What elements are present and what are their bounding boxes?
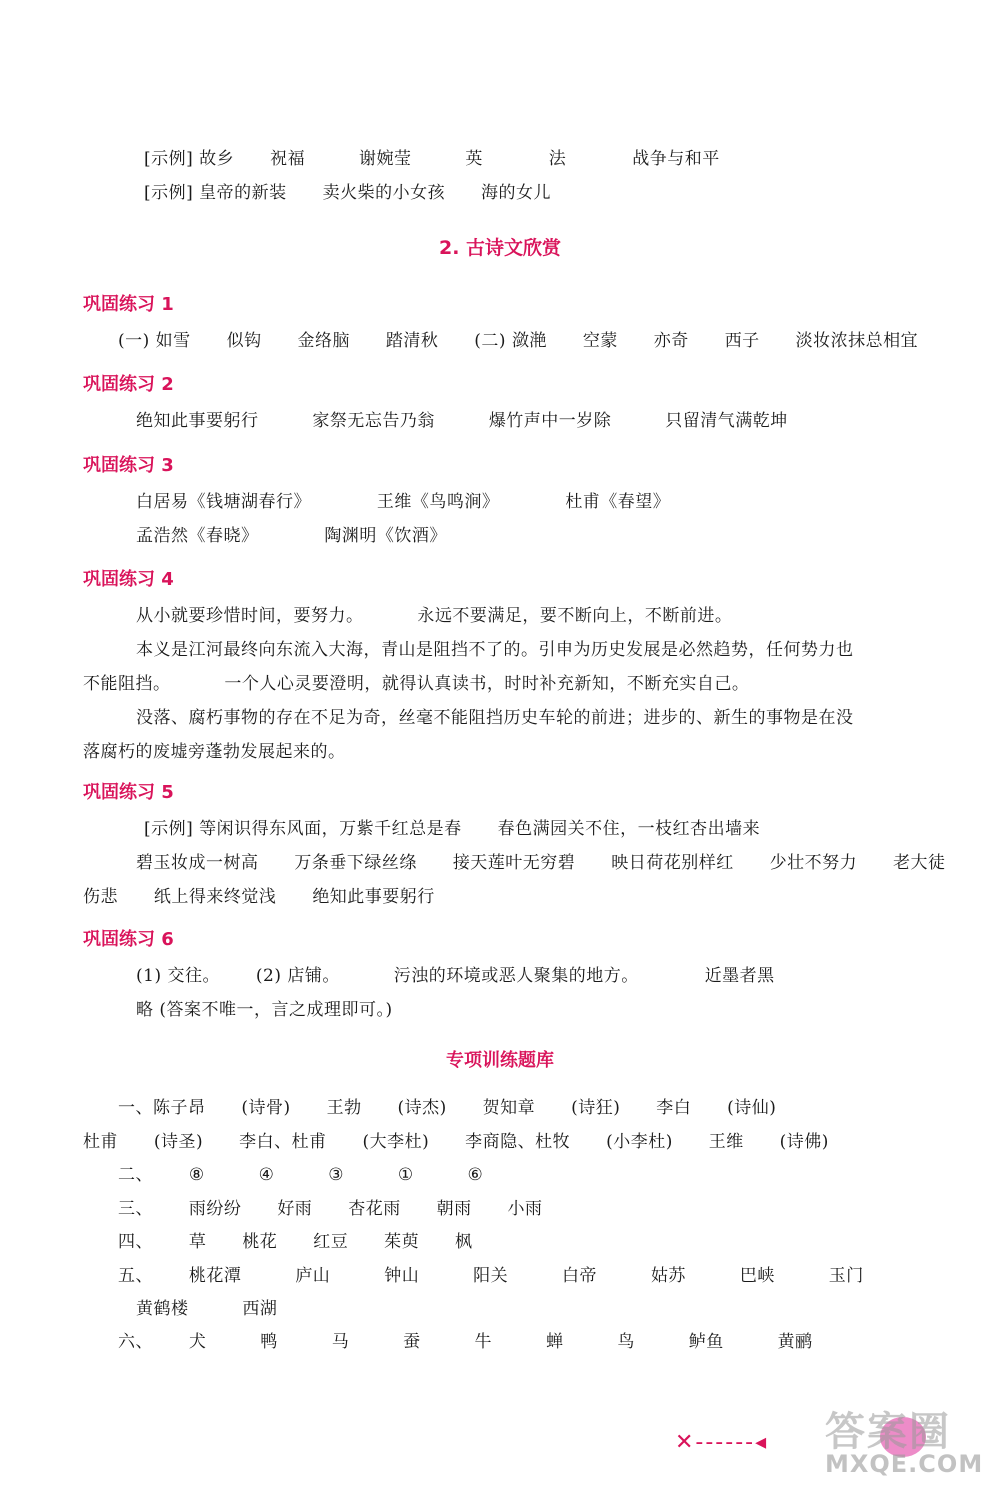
exercise-heading-4: 巩固练习 4 bbox=[83, 569, 174, 590]
text-cell: 碧玉妆成一树高 bbox=[136, 853, 259, 873]
text-cell: 五、 bbox=[118, 1266, 153, 1286]
text-cell: 黄鹂 bbox=[777, 1332, 813, 1352]
text-cell: (诗圣) bbox=[153, 1132, 204, 1152]
text-cell: 白居易《钱塘湖春行》 bbox=[136, 492, 311, 512]
exercise-heading-2: 巩固练习 2 bbox=[83, 374, 174, 395]
text-cell: 映日荷花别样红 bbox=[611, 853, 734, 873]
text-cell: 阳关 bbox=[473, 1266, 509, 1286]
text-cell: 枫 bbox=[455, 1232, 473, 1252]
text-cell: 孟浩然《春晓》 bbox=[136, 526, 259, 546]
text-cell: 玉门 bbox=[828, 1266, 864, 1286]
text-cell: (小李杜) bbox=[606, 1132, 673, 1152]
bank-row-1 bbox=[118, 1097, 776, 1119]
text-cell: 鸟 bbox=[617, 1332, 635, 1352]
text-cell: 鸭 bbox=[260, 1332, 278, 1352]
text-cell: [示例] 皇帝的新装 bbox=[144, 183, 287, 203]
text-cell: 似钩 bbox=[226, 331, 262, 351]
text-cell: 草 bbox=[188, 1232, 207, 1252]
text-cell: 少壮不努力 bbox=[769, 853, 858, 873]
text-cell: 家祭无忘告乃翁 bbox=[312, 411, 435, 431]
text-cell: 踏清秋 bbox=[385, 331, 439, 351]
text-cell: 亦奇 bbox=[653, 331, 689, 351]
exercise-heading-3: 巩固练习 3 bbox=[83, 455, 174, 476]
text-cell: (诗狂) bbox=[571, 1098, 621, 1118]
text-cell: 海的女儿 bbox=[480, 183, 551, 203]
text-cell: 杜甫《春望》 bbox=[565, 492, 671, 512]
bank-row-8 bbox=[118, 1331, 813, 1353]
text-cell: 杏花雨 bbox=[348, 1199, 401, 1219]
watermark-logo: 答案圈 bbox=[825, 1409, 951, 1455]
text-cell: 李白、杜甫 bbox=[239, 1132, 327, 1152]
section-title: 2. 古诗文欣赏 bbox=[438, 237, 562, 259]
text-cell: 牛 bbox=[474, 1332, 493, 1352]
text-cell: 一个人心灵要澄明，就得认真读书，时时补充新知，不断充实自己。 bbox=[224, 674, 750, 694]
text-cell: 桃花 bbox=[242, 1232, 278, 1252]
exercise-4-line-5: 落腐朽的废墟旁蓬勃发展起来的。 bbox=[83, 742, 346, 762]
example-line-1 bbox=[144, 148, 720, 170]
bank-row-3 bbox=[118, 1164, 483, 1186]
text-cell: ③ bbox=[328, 1165, 344, 1185]
text-cell: 战争与和平 bbox=[632, 149, 720, 169]
text-cell: (1) 交往。 bbox=[136, 966, 220, 986]
exercise-heading-6: 巩固练习 6 bbox=[83, 929, 174, 950]
text-cell: [示例] 等闲识得东风面，万紫千红总是春 bbox=[144, 819, 462, 839]
text-cell: 庐山 bbox=[295, 1266, 331, 1286]
text-cell: 朝雨 bbox=[436, 1199, 472, 1219]
text-cell: (诗佛) bbox=[779, 1132, 829, 1152]
text-cell: ① bbox=[397, 1165, 414, 1185]
text-cell: 谢婉莹 bbox=[358, 149, 412, 169]
text-cell: 四、 bbox=[118, 1232, 153, 1252]
page-decoration-icon: ✕------◂ bbox=[675, 1430, 769, 1455]
text-cell: 李白 bbox=[656, 1098, 692, 1118]
text-cell: 好雨 bbox=[277, 1199, 313, 1219]
text-cell: 茱萸 bbox=[384, 1232, 420, 1252]
text-cell: 老大徒 bbox=[893, 853, 946, 873]
text-cell: 蚕 bbox=[403, 1332, 421, 1352]
text-cell: 西湖 bbox=[242, 1299, 278, 1319]
text-cell: 只留清气满乾坤 bbox=[665, 411, 788, 431]
text-cell: 卖火柴的小女孩 bbox=[322, 183, 446, 203]
watermark-url: MXQE.COM bbox=[825, 1450, 984, 1478]
watermark bbox=[675, 1392, 995, 1482]
text-cell: 小雨 bbox=[507, 1199, 543, 1219]
text-cell: ⑥ bbox=[467, 1165, 484, 1185]
text-cell: 雨纷纷 bbox=[188, 1199, 242, 1219]
text-cell: 接天莲叶无穷碧 bbox=[452, 853, 576, 873]
section-title: 专项训练题库 bbox=[446, 1050, 554, 1071]
exercise-heading-5: 巩固练习 5 bbox=[83, 782, 174, 803]
text-cell: 春色满园关不住，一枝红杏出墙来 bbox=[497, 819, 761, 839]
text-cell: (大李杜) bbox=[362, 1132, 430, 1152]
text-cell: 三、 bbox=[118, 1199, 153, 1219]
text-cell: 英 bbox=[465, 149, 483, 169]
text-cell: 永远不要满足，要不断向上，不断前进。 bbox=[417, 606, 733, 626]
text-cell: 二、 bbox=[118, 1165, 153, 1185]
text-cell: (诗杰) bbox=[397, 1098, 447, 1118]
exercise-5-line-2 bbox=[136, 852, 946, 874]
text-cell: 杜甫 bbox=[83, 1132, 118, 1152]
exercise-3-line-1 bbox=[136, 491, 670, 513]
text-cell: 万条垂下绿丝绦 bbox=[294, 853, 417, 873]
text-cell: 伤悲 bbox=[83, 887, 118, 907]
text-cell: 近墨者黑 bbox=[704, 966, 775, 986]
text-cell: 王维 bbox=[708, 1132, 744, 1152]
text-cell: (诗骨) bbox=[241, 1098, 291, 1118]
exercise-6-line-1 bbox=[136, 965, 775, 987]
text-cell: 一、陈子昂 bbox=[118, 1098, 206, 1118]
text-cell: (一) 如雪 bbox=[118, 331, 191, 351]
text-cell: 犬 bbox=[188, 1332, 207, 1352]
text-cell: 黄鹤楼 bbox=[136, 1299, 189, 1319]
exercise-heading-1: 巩固练习 1 bbox=[83, 294, 174, 315]
text-cell: 桃花潭 bbox=[188, 1266, 242, 1286]
text-cell: 贺知章 bbox=[482, 1098, 536, 1118]
text-cell: 钟山 bbox=[384, 1266, 420, 1286]
exercise-2-line bbox=[136, 410, 788, 432]
exercise-4-line-2: 本义是江河最终向东流入大海，青山是阻挡不了的。引申为历史发展是必然趋势，任何势力也 bbox=[136, 640, 854, 660]
exercise-3-line-2 bbox=[136, 525, 447, 547]
bank-row-7 bbox=[136, 1298, 277, 1320]
bank-row-4 bbox=[118, 1198, 543, 1220]
text-cell: 金络脑 bbox=[297, 331, 350, 351]
exercise-4-line-1 bbox=[136, 605, 732, 627]
exercise-4-line-4: 没落、腐朽事物的存在不足为奇，丝毫不能阻挡历史车轮的前进；进步的、新生的事物是在没 bbox=[136, 708, 854, 728]
exercise-6-line-2: 略 (答案不唯一，言之成理即可。) bbox=[136, 1000, 393, 1020]
text-cell: 爆竹声中一岁除 bbox=[488, 411, 612, 431]
text-cell: (2) 店铺。 bbox=[255, 966, 340, 986]
text-cell: 蝉 bbox=[545, 1332, 564, 1352]
example-line-2 bbox=[144, 182, 551, 204]
text-cell: 姑苏 bbox=[650, 1266, 686, 1286]
text-cell: ⑧ bbox=[188, 1165, 205, 1185]
text-cell: 陶渊明《饮酒》 bbox=[324, 526, 447, 546]
text-cell: 不能阻挡。 bbox=[83, 674, 171, 694]
exercise-5-line-1 bbox=[144, 818, 760, 840]
text-cell: 污浊的环境或恶人聚集的地方。 bbox=[393, 966, 639, 986]
text-cell: 纸上得来终觉浅 bbox=[153, 887, 277, 907]
text-cell: 马 bbox=[331, 1332, 350, 1352]
bank-row-5 bbox=[118, 1231, 473, 1253]
text-cell: 祝福 bbox=[270, 149, 306, 169]
text-cell: (二) 潋滟 bbox=[474, 331, 547, 351]
text-cell: 西子 bbox=[724, 331, 760, 351]
text-cell: 李商隐、杜牧 bbox=[465, 1132, 571, 1152]
text-cell: 六、 bbox=[118, 1332, 153, 1352]
text-cell: 从小就要珍惜时间，要努力。 bbox=[136, 606, 364, 626]
text-cell: 绝知此事要躬行 bbox=[136, 411, 259, 431]
text-cell: 绝知此事要躬行 bbox=[312, 887, 435, 907]
text-cell: 巴峡 bbox=[739, 1266, 775, 1286]
bank-row-2 bbox=[83, 1131, 829, 1153]
text-cell: 王勃 bbox=[326, 1098, 362, 1118]
text-cell: (诗仙) bbox=[727, 1098, 777, 1118]
text-cell: 空蒙 bbox=[582, 331, 618, 351]
text-cell: 淡妆浓抹总相宜 bbox=[795, 331, 919, 351]
exercise-4-line-3 bbox=[83, 673, 749, 695]
exercise-1-line bbox=[118, 330, 918, 352]
text-cell: 鲈鱼 bbox=[688, 1332, 724, 1352]
text-cell: 白帝 bbox=[562, 1266, 598, 1286]
text-cell: ④ bbox=[258, 1165, 275, 1185]
text-cell: [示例] 故乡 bbox=[144, 149, 235, 169]
bank-row-6 bbox=[118, 1265, 864, 1287]
text-cell: 王维《鸟鸣涧》 bbox=[376, 492, 500, 512]
text-cell: 红豆 bbox=[313, 1232, 349, 1252]
text-cell: 法 bbox=[548, 149, 567, 169]
exercise-5-line-3 bbox=[83, 886, 435, 908]
